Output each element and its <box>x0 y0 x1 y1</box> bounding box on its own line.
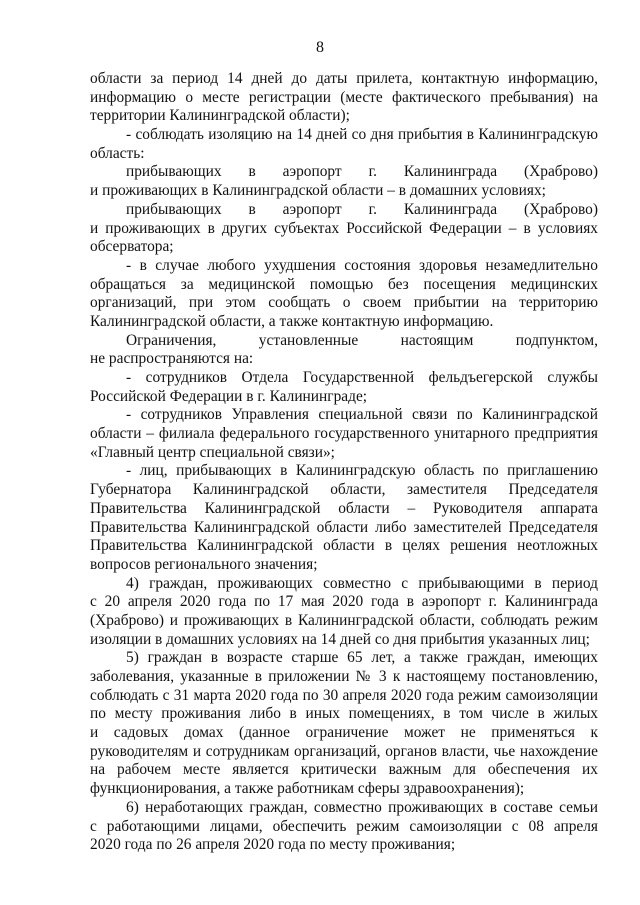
text-line: информацию о месте регистрации (месте фактического пребывания) на <box>90 88 598 106</box>
text-line: по месту проживания либо в иных помещениях, в том числе в жилых <box>90 705 598 723</box>
text-line: - в случае любого ухудшения состояния здоровья незамедлительно <box>126 256 598 274</box>
text-line: - лиц, прибывающих в Калининградскую область по приглашению <box>126 462 598 480</box>
text-line: и проживающих в других субъектах Российской Федерации – в условиях <box>90 219 598 237</box>
text-line: 4) граждан, проживающих совместно с прибывающими в период <box>126 574 598 592</box>
text-line: прибывающих в аэропорт г. Калининграда (Храброво) <box>126 200 598 218</box>
text-line: соблюдать с 31 марта 2020 года по 30 апреля 2020 года режим самоизоляции <box>90 686 598 704</box>
text-line: область: <box>90 144 145 162</box>
document-body <box>90 70 598 855</box>
text-line: прибывающих в аэропорт г. Калининграда (Храброво) <box>126 163 598 181</box>
text-line: - сотрудников Отдела Государственной фельдъегерской службы <box>126 369 598 386</box>
text-line: Правительства Калининградской области в целях решения неотложных <box>90 537 598 555</box>
text-line: - соблюдать изоляцию на 14 дней со дня прибытия в Калининградскую <box>126 126 598 144</box>
text-line: Губернатора Калининградской области, заместителя Председателя <box>90 481 598 499</box>
text-line: «Главный центр специальной связи»; <box>90 443 335 461</box>
text-line: функционирования, а также работникам сферы здравоохранения); <box>90 780 525 798</box>
text-line: с 20 апреля 2020 года по 17 мая 2020 года в аэропорт г. Калининграда <box>90 593 598 611</box>
text-line: заболевания, указанные в приложении № 3 к настоящему постановлению, <box>90 668 598 685</box>
text-line: вопросов регионального значения; <box>90 555 318 573</box>
text-line: Российской Федерации в г. Калининграде; <box>90 387 368 405</box>
text-line: Правительства Калининградской области либо заместителей Председателя <box>90 518 598 536</box>
text-line: организаций, при этом сообщать о своем прибытии на территорию <box>90 294 598 312</box>
text-line: области – филиала федерального государственного унитарного предприятия <box>90 425 598 443</box>
text-line: области за период 14 дней до даты прилета, контактную информацию, <box>90 70 598 87</box>
text-line: руководителям и сотрудникам организаций, органов власти, чье нахождение <box>90 742 598 760</box>
text-line: не распространяются на: <box>90 350 254 368</box>
text-line: 6) неработающих граждан, совместно проживающих в составе семьи <box>126 798 598 816</box>
text-line: 5) граждан в возрасте старше 65 лет, а также граждан, имеющих <box>126 649 598 667</box>
text-line: обращаться за медицинской помощью без посещения медицинских <box>90 275 598 293</box>
text-line: Ограничения, установленные настоящим подпунктом, <box>126 331 598 349</box>
text-line: и садовых домах (данное ограничение может не применяться к <box>90 724 598 742</box>
text-line: 2020 года по 26 апреля 2020 года по месту проживания; <box>90 836 456 854</box>
page-number: 8 <box>316 39 324 56</box>
text-line: - сотрудников Управления специальной связи по Калининградской <box>126 406 598 424</box>
text-line: (Храброво) и проживающих в Калининградской области, соблюдать режим <box>90 611 598 629</box>
text-line: с работающими лицами, обеспечить режим самоизоляции с 08 апреля <box>90 817 598 835</box>
text-line: и проживающих в Калининградской области – в домашних условиях; <box>90 182 546 200</box>
text-line: изоляции в домашних условиях на 14 дней со дня прибытия указанных лиц; <box>90 630 590 648</box>
text-line: на рабочем месте является критически важным для обеспечения их <box>90 761 598 779</box>
text-line: обсерватора; <box>90 238 174 256</box>
text-line: Калининградской области, а также контактную информацию. <box>90 312 494 330</box>
text-line: территории Калининградской области); <box>90 107 350 125</box>
text-line: Правительства Калининградской области – Руководителя аппарата <box>90 499 598 517</box>
